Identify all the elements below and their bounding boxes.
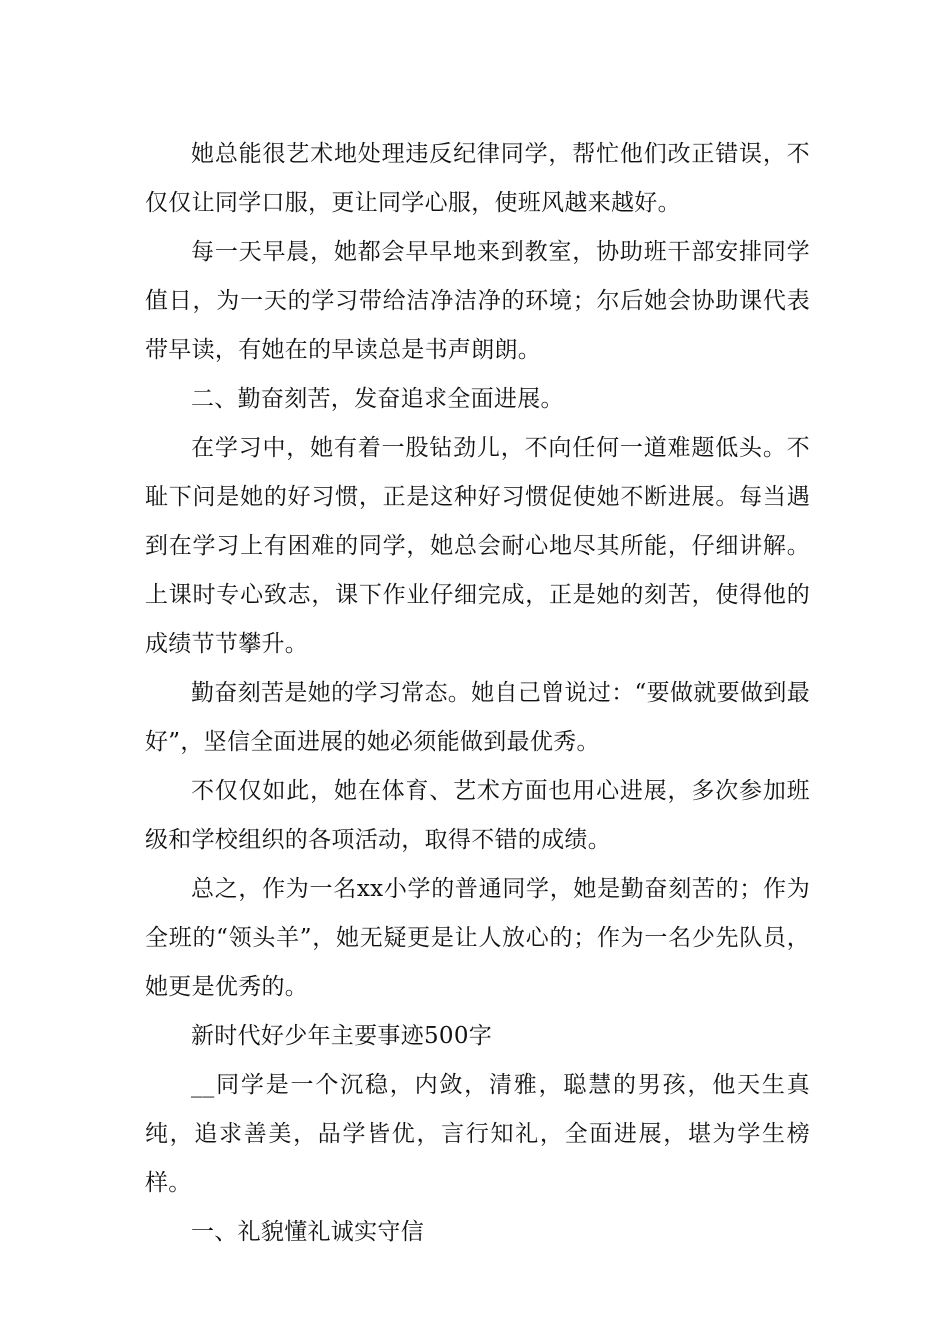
paragraph-morning-duty: 每一天早晨，她都会早早地来到教室，协助班干部安排同学值日，为一天的学习带给洁净洁净的环境；尔后她会协助课代表带早读，有她在的早读总是书声朗朗。 [145,239,810,363]
document-body [145,130,810,1257]
paragraph-summary: 总之，作为一名xx小学的普通同学，她是勤奋刻苦的；作为全班的“领头羊”，她无疑更是让人放心的；作为一名少先队员，她更是优秀的。 [145,876,810,1000]
paragraph-study-norm: 勤奋刻苦是她的学习常态。她自己曾说过：“要做就要做到最好”，坚信全面进展的她必须能做到最优秀。 [145,680,810,755]
section-title-new-era: 新时代好少年主要事迹500字 [191,1023,493,1049]
section-heading-diligence: 二、勤奋刻苦，发奋追求全面进展。 [191,386,564,412]
paragraph-study-attitude: 在学习中，她有着一股钻劲儿，不向任何一道难题低头。不耻下问是她的好习惯，正是这种好习惯促使她不断进展。每当遇到在学习上有困难的同学，她总会耐心地尽其所能，仔细讲解。上课时专心致志，课下作业仔细完成，正是她的刻苦，使得他的成绩节节攀升。 [145,435,810,657]
paragraph-student-intro: __同学是一个沉稳，内敛，清雅，聪慧的男孩，他天生真纯，追求善美，品学皆优，言行知礼，全面进展，堪为学生榜样。 [145,1072,810,1196]
section-heading-courtesy: 一、礼貌懂礼诚实守信 [191,1219,424,1245]
paragraph-activities: 不仅仅如此，她在体育、艺术方面也用心进展，多次参加班级和学校组织的各项活动，取得不错的成绩。 [145,778,810,853]
paragraph-discipline: 她总能很艺术地处理违反纪律同学，帮忙他们改正错误，不仅仅让同学口服，更让同学心服，使班风越来越好。 [145,141,810,216]
